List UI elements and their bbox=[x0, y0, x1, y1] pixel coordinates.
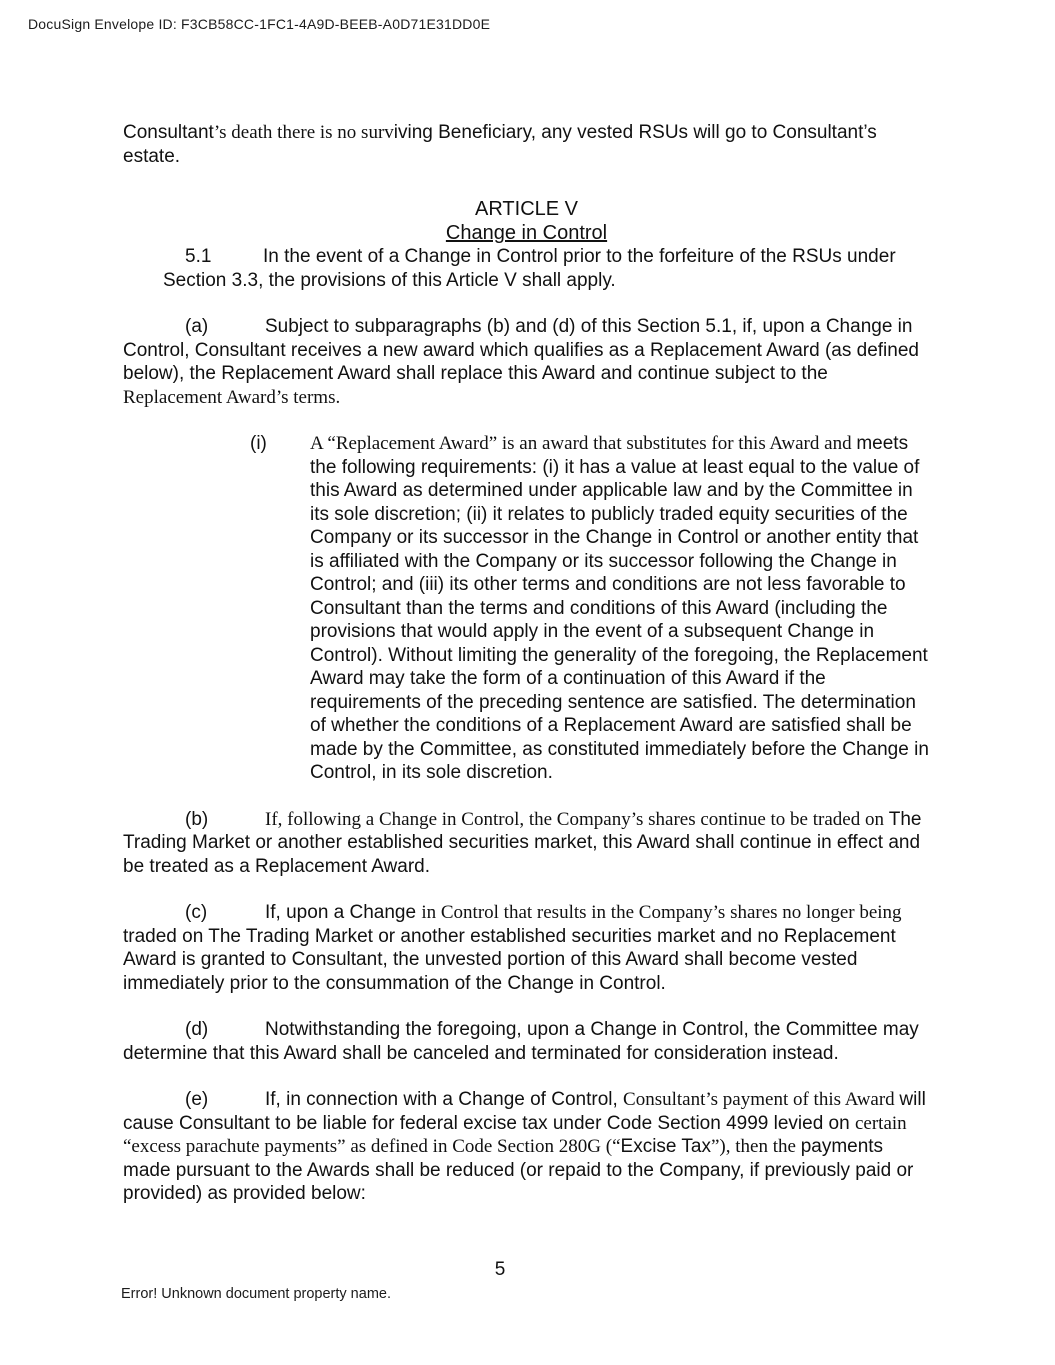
paragraph-label: (d) bbox=[185, 1019, 209, 1040]
text-segment: If, in connection with a Change of Control, bbox=[265, 1089, 624, 1110]
paragraph-intro bbox=[123, 121, 930, 168]
text-segment: If, upon a Change bbox=[265, 902, 422, 923]
text-segment: will cause Consultant to be liable for federal excise tax under Code Section 4999 levied on bbox=[123, 1089, 926, 1134]
paragraph-label: (e) bbox=[185, 1089, 209, 1110]
text-segment: In the event of a Change in Control prior to the forfeiture of the RSUs under Section 3.3, the provisions of this Article V shall apply. bbox=[163, 246, 896, 291]
paragraph-label: (c) bbox=[185, 902, 208, 923]
text-segment: The Trading Market or another established securities market, this Award shall continue in effect and be treated as a Replacement Award. bbox=[123, 808, 922, 877]
text-segment: traded on The Trading Market or another established securities market and no Replacement Award is granted to Consultant, the unvested portion of this Award shall become vested immediately prior to the consummation of the Change in Control. bbox=[123, 925, 896, 994]
article-subheading bbox=[123, 221, 930, 245]
paragraph-section-5-1 bbox=[163, 245, 930, 292]
text-segment: ”), then the bbox=[711, 1136, 801, 1157]
text-segment: Consultant bbox=[123, 122, 214, 143]
paragraph-label: (b) bbox=[185, 808, 209, 830]
text-segment: iving Beneficiary, any vested RSUs will go to Consultant’s estate. bbox=[123, 122, 877, 167]
text-segment: Notwithstanding the foregoing, upon a Change in Control, the Committee may determine that this Award shall be canceled and terminated for consideration instead. bbox=[123, 1019, 919, 1064]
intro-paragraph-list bbox=[123, 121, 930, 168]
article-heading-block bbox=[123, 197, 930, 245]
paragraph-subsection-d bbox=[123, 1018, 930, 1065]
text-segment: If, following a Change in Control, the Company’s shares continue to be traded on bbox=[265, 808, 889, 830]
text-segment: Excise Tax bbox=[620, 1136, 711, 1157]
article-heading: ARTICLE V bbox=[475, 198, 578, 220]
text-segment: Subject to subparagraphs (b) and (d) of this Section 5.1, if, upon a Change in Control, Consultant receives a new award which qualifies as a Replacement Award (as defined below), the Replacement Award shall replace this Award and continue subject to the bbox=[123, 316, 919, 384]
article-subheading-text: Change in Control bbox=[445, 222, 608, 244]
paragraph-list bbox=[123, 245, 930, 1206]
text-segment: payments made pursuant to the Awards shall be reduced (or repaid to the Company, if previously paid or provided) as provided below: bbox=[123, 1136, 914, 1204]
text-segment: A “Replacement Award” is an award that substitutes for this Award and bbox=[310, 433, 857, 454]
text-segment: Consultant’s payment of this Award bbox=[623, 1089, 900, 1110]
paragraph-label: (a) bbox=[185, 316, 209, 337]
text-segment: meets the following requirements: (i) it has a value at least equal to the value of this Award as determined under applicable law and by the Committee in its sole discretion; (ii) it relates to publicly traded equity securities of the Company or its successor in the Change in Control or another entity that is affiliated with the Company or its successor following the Change in Control; and (iii) its other terms and conditions are not less favorable to Consultant than the terms and conditions of this Award (including the provisions that would apply in the event of a subsequent Change in Control). Without limiting the generality of the foregoing, the Replacement Award may take the form of a continuation of this Award if the requirements of the preceding sentence are satisfied. The determination of whether the conditions of a Replacement Award are satisfied shall be made by the Committee, as constituted immediately before the Change in Control, in its sole discretion. bbox=[310, 433, 929, 783]
paragraph-clause-i bbox=[250, 432, 935, 785]
paragraph-label: (i) bbox=[250, 433, 267, 454]
paragraph-subsection-c bbox=[123, 901, 930, 995]
paragraph-subsection-e bbox=[123, 1088, 930, 1206]
docusign-envelope-id: DocuSign Envelope ID: F3CB58CC-1FC1-4A9D-BEEB-A0D71E31DD0E bbox=[28, 16, 491, 32]
paragraph-label: 5.1 bbox=[185, 246, 212, 267]
error-field-note: Error! Unknown document property name. bbox=[121, 1286, 391, 1302]
paragraph-subsection-a bbox=[123, 315, 930, 409]
text-segment: ’s death there is no surv bbox=[213, 122, 394, 143]
text-segment: in Control that results in the Company’s shares no longer being bbox=[421, 902, 902, 923]
paragraph-subsection-b bbox=[123, 808, 930, 879]
text-segment: certain “excess parachute payments” as defined in Code Section 280G (“ bbox=[123, 1112, 907, 1157]
page-number: 5 bbox=[494, 1259, 506, 1280]
text-segment: Replacement Award’s terms. bbox=[123, 386, 341, 408]
